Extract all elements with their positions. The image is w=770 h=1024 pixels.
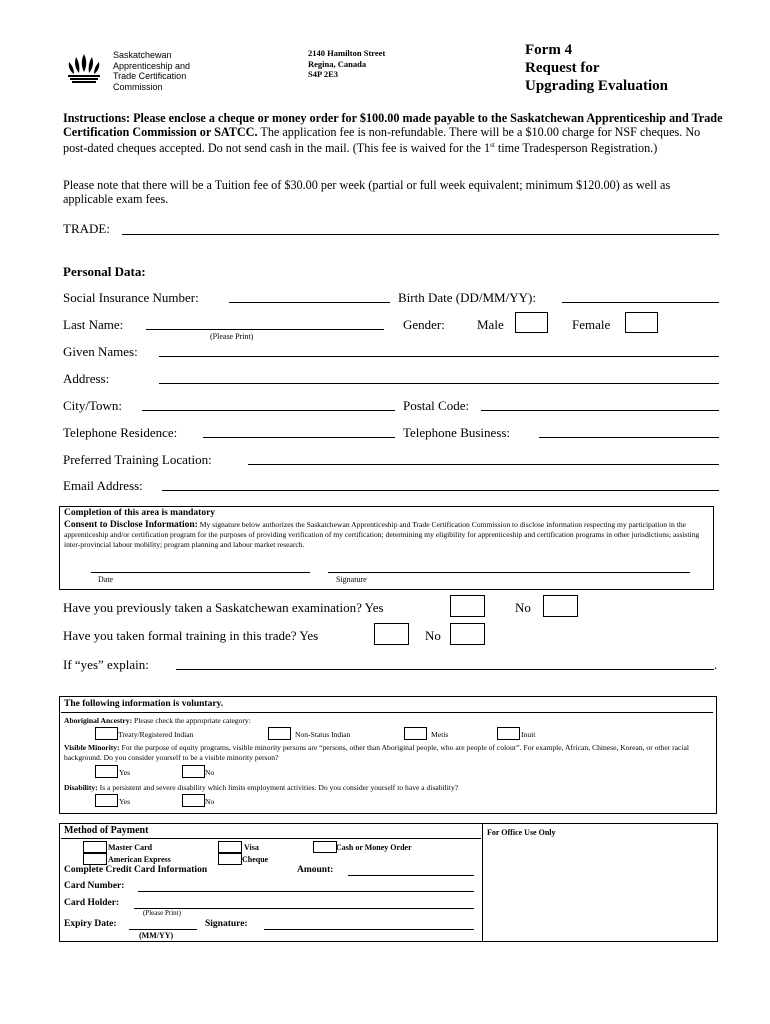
org-line: Commission (113, 81, 163, 92)
org-line: Apprenticeship and (113, 60, 191, 71)
given-names-field[interactable] (159, 356, 719, 357)
voluntary-divider (61, 712, 713, 713)
visa-checkbox[interactable] (218, 841, 242, 853)
mandatory-note: Completion of this area is mandatory (64, 508, 216, 518)
cheque-label: Cheque (242, 855, 269, 864)
disability-label: Disability: (64, 783, 98, 792)
payment-divider (61, 838, 481, 839)
org-address (308, 48, 385, 80)
male-label: Male (477, 317, 504, 332)
address-label: Address: (63, 371, 110, 386)
gender-label: Gender: (403, 317, 445, 332)
consent-body: My signature below authorizes the Saskatchewan Apprenticeship and Trade Certification Commission to disclose information respecting my participation in the apprenticeship and/or certification program for the purposes of providing verification of my certification; determining my eligibility for apprenticeship and certification programs in other jurisdictions; assisting inter-provincial labour mobility; program planning and labour market research. (64, 520, 700, 549)
mastercard-checkbox[interactable] (83, 841, 107, 853)
trade-field[interactable] (122, 234, 719, 235)
aboriginal-line (64, 716, 251, 725)
sin-label: Social Insurance Number: (63, 290, 199, 305)
aboriginal-text: Please check the appropriate category: (132, 716, 251, 725)
postal-code-label: Postal Code: (403, 398, 470, 413)
tel-residence-label: Telephone Residence: (63, 425, 178, 440)
female-checkbox[interactable] (625, 312, 658, 333)
birth-date-field[interactable] (562, 302, 719, 303)
prev-exam-question: Have you previously taken a Saskatchewan examination? Yes (63, 600, 384, 615)
form-title-line: Request for (525, 60, 600, 76)
superscript: st (490, 141, 495, 149)
prev-exam-no-label: No (515, 600, 531, 615)
female-label: Female (572, 317, 611, 332)
training-location-field[interactable] (248, 464, 719, 465)
city-field[interactable] (142, 410, 395, 411)
disability-no-checkbox[interactable] (182, 794, 205, 807)
wheat-logo-icon (63, 52, 105, 86)
amex-checkbox[interactable] (83, 853, 107, 865)
please-print-note: (Please Print) (143, 909, 181, 917)
card-holder-field[interactable] (134, 908, 474, 909)
payment-heading: Method of Payment (64, 825, 149, 836)
email-label: Email Address: (63, 478, 143, 493)
metis-checkbox[interactable] (404, 727, 427, 740)
form-title (525, 41, 668, 95)
given-names-label: Given Names: (63, 344, 138, 359)
visible-minority-text (64, 743, 704, 763)
inuit-label: Inuit (521, 730, 536, 739)
non-status-label: Non-Status Indian (295, 730, 351, 739)
vis-min-yes-label: Yes (119, 768, 131, 777)
tel-business-label: Telephone Business: (403, 425, 511, 440)
payment-signature-label: Signature: (205, 919, 248, 929)
org-line: Trade Certification (113, 71, 187, 81)
payment-signature-field[interactable] (264, 929, 474, 930)
amount-label: Amount: (297, 865, 334, 875)
treaty-label: Treaty/Registered Indian (118, 730, 194, 739)
card-number-field[interactable] (138, 891, 474, 892)
disability-yes-checkbox[interactable] (95, 794, 118, 807)
form-title-line: Upgrading Evaluation (525, 78, 668, 94)
email-field[interactable] (162, 490, 719, 491)
cash-checkbox[interactable] (313, 841, 337, 853)
tel-business-field[interactable] (539, 437, 719, 438)
explain-label: If “yes” explain: (63, 657, 149, 672)
tuition-note: Please note that there will be a Tuition fee of $30.00 per week (partial or full week equivalent; minimum $120.00) as well as applicable exam fees. (63, 178, 671, 206)
consent-signature-field[interactable] (328, 572, 690, 573)
vis-min-no-label: No (205, 768, 215, 777)
disability-yes-label: Yes (119, 797, 131, 806)
instructions (63, 112, 723, 156)
consent-text (64, 520, 707, 550)
male-checkbox[interactable] (515, 312, 548, 333)
amount-field[interactable] (348, 875, 474, 876)
aboriginal-label: Aboriginal Ancestry: (64, 716, 133, 725)
personal-data-heading: Personal Data: (63, 264, 146, 279)
instructions-lead: Instructions: Please enclose a cheque or money order for $100.00 made payable to the Saskatchewan Apprenticeship and Trade Certification Commission or SATCC. (63, 111, 723, 139)
explain-field[interactable] (176, 669, 714, 670)
office-use-label: For Office Use Only (487, 828, 556, 837)
formal-training-no-label: No (425, 628, 441, 643)
trade-label: TRADE: (63, 221, 110, 236)
expiry-label: Expiry Date: (64, 919, 117, 929)
prev-exam-no-checkbox[interactable] (543, 595, 578, 617)
card-number-label: Card Number: (64, 881, 125, 891)
cash-label: Cash or Money Order (336, 843, 412, 852)
sin-field[interactable] (229, 302, 390, 303)
consent-date-field[interactable] (91, 572, 310, 573)
formal-training-yes-checkbox[interactable] (374, 623, 409, 645)
non-status-checkbox[interactable] (268, 727, 291, 740)
please-print-note: (Please Print) (210, 332, 254, 341)
visa-label: Visa (244, 843, 259, 852)
office-use-box (481, 823, 718, 942)
disability-line (64, 783, 458, 792)
treaty-checkbox[interactable] (95, 727, 118, 740)
address-line: 2140 Hamilton Street (308, 48, 386, 58)
amex-label: American Express (108, 855, 171, 864)
address-line: Regina, Canada (308, 58, 367, 69)
disability-no-label: No (205, 797, 215, 806)
prev-exam-yes-checkbox[interactable] (450, 595, 485, 617)
explain-period: . (714, 657, 718, 672)
address-line: S4P 2E3 (308, 69, 338, 79)
visible-minority-body: For the purpose of equity programs, visible minority persons are “persons, other than Aboriginal people, who are people of colour”. For example, African, Chinese, Korean, or other racial background. Do you consider yourself to be a visible minority person? (64, 743, 689, 762)
consent-date-label: Date (98, 575, 114, 584)
mastercard-label: Master Card (108, 843, 153, 852)
satcc-logo (63, 52, 105, 86)
instructions-text: time Tradesperson Registration.) (494, 141, 658, 156)
card-holder-label: Card Holder: (64, 898, 120, 908)
vis-min-yes-checkbox[interactable] (95, 765, 118, 778)
metis-label: Metis (431, 730, 449, 739)
training-location-label: Preferred Training Location: (63, 452, 212, 467)
instructions-text: The application fee is non-refundable. There will be a $10.00 charge for NSF cheques. No post-dated cheques accepted. Do not send cash in the mail. (This fee is waived for the 1 (63, 124, 701, 156)
voluntary-heading: The following information is voluntary. (64, 699, 224, 709)
consent-title: Consent to Disclose Information: (64, 520, 198, 530)
formal-training-question: Have you taken formal training in this trade? Yes (63, 628, 319, 643)
mmyy-note: (MM/YY) (139, 931, 174, 940)
formal-training-no-checkbox[interactable] (450, 623, 485, 645)
tel-residence-field[interactable] (203, 437, 395, 438)
vis-min-no-checkbox[interactable] (182, 765, 205, 778)
consent-signature-label: Signature (336, 575, 367, 584)
postal-code-field[interactable] (481, 410, 719, 411)
inuit-checkbox[interactable] (497, 727, 520, 740)
form-number: Form 4 (525, 42, 573, 58)
birth-date-label: Birth Date (DD/MM/YY): (398, 290, 536, 305)
visible-minority-label: Visible Minority: (64, 743, 120, 752)
last-name-field[interactable] (146, 329, 384, 330)
cc-info-label: Complete Credit Card Information (64, 865, 208, 875)
disability-body: Is a persistent and severe disability which limits employment activities. Do you consider yourself to have a disability? (97, 783, 459, 792)
expiry-field[interactable] (129, 929, 197, 930)
address-field[interactable] (159, 383, 719, 384)
org-name (113, 50, 190, 92)
last-name-label: Last Name: (63, 317, 124, 332)
org-line: Saskatchewan (113, 50, 172, 60)
cheque-checkbox[interactable] (218, 853, 242, 865)
city-label: City/Town: (63, 398, 123, 413)
